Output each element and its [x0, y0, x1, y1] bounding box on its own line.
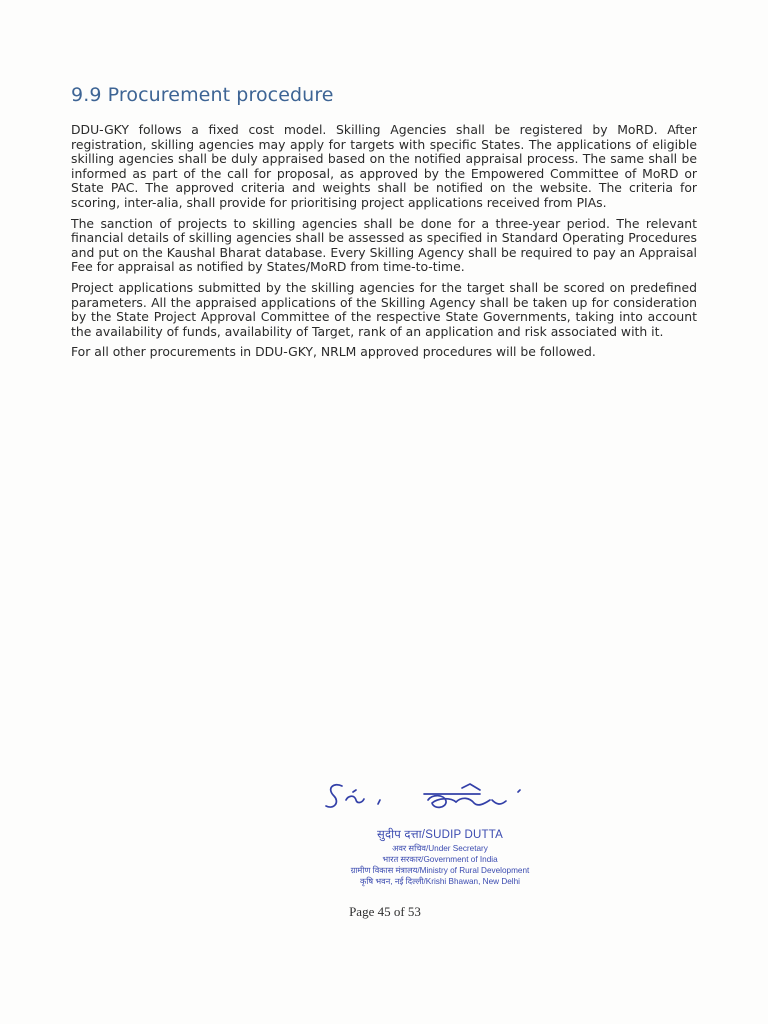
paragraph-cost-model: DDU-GKY follows a fixed cost model. Skilling Agencies shall be registered by MoRD. After registration, skilling agencies may apply for targets with specific States. The applications of eligible skilling agencies shall be duly appraised based on the notified appraisal process. The same shall be informed as part of the call for proposal, as approved by the Empowered Committee of MoRD or State PAC. The approved criteria and weights shall be notified on the website. The criteria for scoring, inter-alia, shall provide for prioritising project applications received from PIAs.	[71, 122, 697, 210]
stamp-ministry: ग्रामीण विकास मंत्रालय/Ministry of Rural Development	[350, 866, 530, 875]
paragraph-other-procurements: For all other procurements in DDU-GKY, NRLM approved procedures will be followed.	[71, 344, 596, 360]
official-stamp	[340, 828, 540, 887]
section-content	[71, 84, 697, 366]
section-heading: 9.9 Procurement procedure	[71, 84, 334, 106]
handwritten-signature	[320, 770, 550, 822]
stamp-address: कृषि भवन, नई दिल्ली/Krishi Bhawan, New Delhi	[360, 877, 520, 886]
paragraph-sanction: The sanction of projects to skilling agencies shall be done for a three-year period. The relevant financial details of skilling agencies shall be assessed as specified in Standard Operating Procedures and put on the Kaushal Bharat database. Every Skilling Agency shall be required to pay an Appraisal Fee for appraisal as notified by States/MoRD from time-to-time.	[71, 215, 697, 275]
stamp-designation: अवर सचिव/Under Secretary	[392, 844, 488, 853]
signature-block	[320, 770, 550, 886]
paragraph-project-applications: Project applications submitted by the skilling agencies for the target shall be scored on predefined parameters. All the appraised applications of the Skilling Agency shall be taken up for consideration by the State Project Approval Committee of the respective State Governments, taking into account the availability of funds, availability of Target, rank of an application and risk associated with it.	[71, 279, 697, 339]
page-number: Page 45 of 53	[349, 904, 421, 919]
stamp-name: सुदीप दत्ता/SUDIP DUTTA	[376, 829, 504, 841]
stamp-government: भारत सरकार/Government of India	[382, 855, 498, 864]
